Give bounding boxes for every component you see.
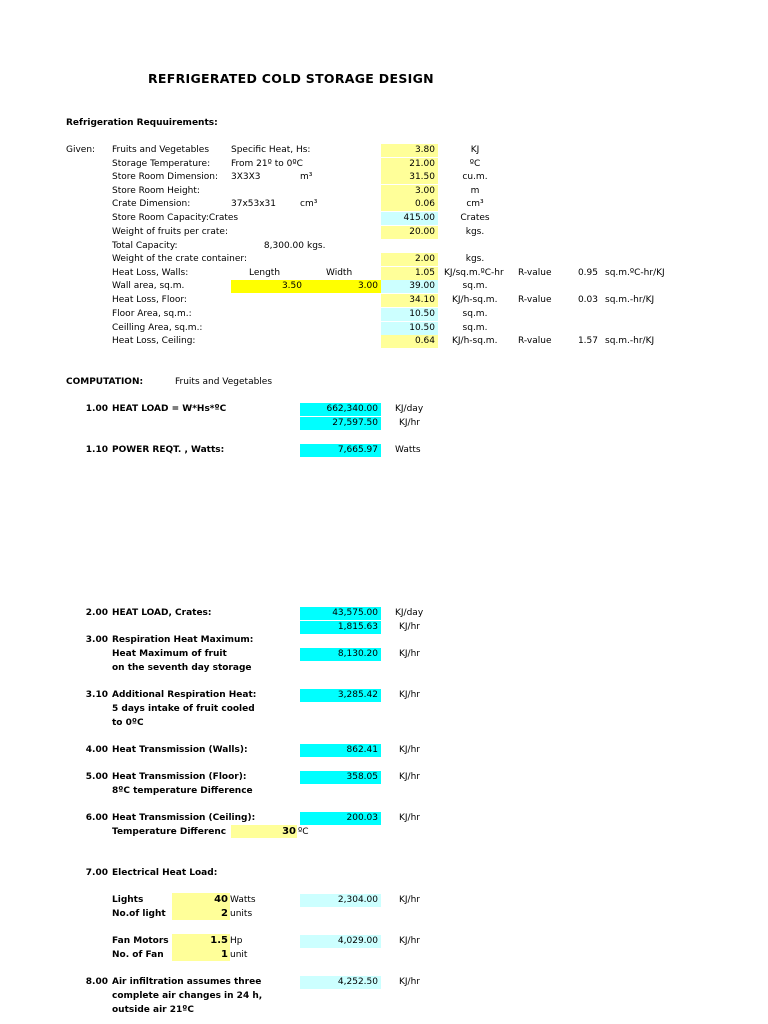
given-name: Store Room Dimension: [112, 172, 219, 182]
ceiling-value: 0.64 [381, 335, 438, 348]
item-unit: KJ/hr [399, 772, 420, 782]
floor-area-label: Floor Area, sq.m.: [112, 309, 192, 319]
floor-area-value: 10.50 [381, 308, 438, 321]
given-unit: Crates [460, 213, 490, 223]
item-value: 200.03 [300, 812, 381, 825]
item-value: 7,665.97 [300, 444, 381, 457]
item-unit: KJ/hr [399, 690, 420, 700]
item-number: 6.00 [85, 813, 108, 823]
computation-subject: Fruits and Vegetables [175, 377, 273, 387]
given-value: 3.00 [381, 185, 438, 198]
item-unit: Watts [395, 445, 421, 455]
lights-heat-unit: KJ/hr [399, 895, 420, 905]
item-value: 662,340.00 [300, 403, 381, 416]
item-label: Air infiltration assumes three [112, 977, 262, 987]
item-value: 8,130.20 [300, 648, 381, 661]
given-unit: kgs. [465, 227, 485, 237]
r-value-unit: sq.m.-hr/KJ [605, 336, 655, 346]
given-value: 21.00 [381, 158, 438, 171]
walls-unit: KJ/sq.m.ºC-hr [444, 268, 504, 278]
r-value: 0.03 [577, 295, 598, 305]
page-title: REFRIGERATED COLD STORAGE DESIGN [148, 71, 434, 86]
temp-diff-unit: ºC [298, 827, 309, 837]
given-unit: cu.m. [462, 172, 488, 182]
ceiling-area-value: 10.50 [381, 322, 438, 335]
given-desc: Specific Heat, Hs: [231, 145, 311, 155]
item-number: 3.00 [85, 635, 108, 645]
r-value-label: R-value [518, 336, 552, 346]
item-number: 3.10 [85, 690, 108, 700]
wall-area-label: Wall area, sq.m. [112, 281, 185, 291]
floor-label: Heat Loss, Floor: [112, 295, 187, 305]
item-number: 5.00 [85, 772, 108, 782]
lights-count-label: No.of light [112, 909, 166, 919]
given-desc-unit: cm³ [300, 199, 318, 209]
given-desc: 37x53x31 [231, 199, 277, 209]
given-name: Weight of the crate container: [112, 254, 247, 264]
item-sub-line: on the seventh day storage [112, 663, 252, 673]
item-label: POWER REQT. , Watts: [112, 445, 225, 455]
given-name: Store Room Height: [112, 186, 200, 196]
given-desc: From 21º to 0ºC [231, 159, 303, 169]
item-number: 1.10 [85, 445, 108, 455]
item-label: Respiration Heat Maximum: [112, 635, 254, 645]
item-number: 2.00 [85, 608, 108, 618]
item-value: 3,285.42 [300, 689, 381, 702]
floor-area-unit: sq.m. [462, 309, 488, 319]
fan-hp-unit: Hp [230, 936, 243, 946]
fan-count-value: 1 [221, 949, 228, 960]
item-unit: KJ/hr [399, 745, 420, 755]
given-name: Storage Temperature: [112, 159, 211, 169]
ceiling-unit: KJ/h-sq.m. [452, 336, 498, 346]
lights-label: Lights [112, 895, 144, 905]
wall-width-value: 3.00 [305, 280, 381, 293]
item-label: Heat Transmission (Walls): [112, 745, 248, 755]
item-unit: KJ/day [395, 608, 424, 618]
item-label: Heat Transmission (Ceiling): [112, 813, 256, 823]
given-value: 20.00 [381, 226, 438, 239]
lights-count-value: 2 [221, 908, 228, 919]
r-value: 0.95 [577, 268, 598, 278]
given-value: 0.06 [381, 198, 438, 211]
given-value: 31.50 [381, 171, 438, 184]
item-unit: KJ/hr [399, 418, 420, 428]
lights-watts-value: 40 [214, 894, 228, 905]
wall-length-value: 3.50 [231, 280, 305, 293]
total-capacity-label: Total Capacity: [112, 241, 178, 251]
fan-motors-label: Fan Motors [112, 936, 169, 946]
r-value-unit: sq.m.ºC-hr/KJ [605, 268, 665, 278]
r-value-label: R-value [518, 295, 552, 305]
item-number: 1.00 [85, 404, 108, 414]
total-capacity-value: 8,300.00 [263, 241, 304, 251]
given-name: Weight of fruits per crate: [112, 227, 228, 237]
item-number: 8.00 [85, 977, 108, 987]
item-unit: KJ/hr [399, 622, 420, 632]
fan-heat-value: 4,029.00 [300, 935, 381, 948]
width-header: Width [326, 268, 353, 278]
item-sub-line: outside air 21ºC [112, 1005, 194, 1015]
given-desc: 3X3X3 [231, 172, 261, 182]
item-label: Additional Respiration Heat: [112, 690, 257, 700]
fan-count-unit: unit [230, 950, 248, 960]
length-header: Length [249, 268, 281, 278]
given-unit: kgs. [465, 254, 485, 264]
given-value: 2.00 [381, 253, 438, 266]
item-unit: KJ/day [395, 404, 424, 414]
given-name: Store Room Capacity:Crates [112, 213, 239, 223]
air-heat-value: 4,252.50 [300, 976, 381, 989]
wall-area-unit: sq.m. [462, 281, 488, 291]
item-sub-line: 5 days intake of fruit cooled [112, 704, 255, 714]
item-sub-line: complete air changes in 24 h, [112, 991, 263, 1001]
floor-value: 34.10 [381, 294, 438, 307]
given-value: 3.80 [381, 144, 438, 157]
r-value-label: R-value [518, 268, 552, 278]
section-heading: Refrigeration Requuirements: [66, 118, 218, 128]
ceiling-area-label: Ceilling Area, sq.m.: [112, 323, 203, 333]
temp-diff-value: 30 [282, 826, 296, 837]
item-unit: KJ/hr [399, 649, 420, 659]
given-name: Crate Dimension: [112, 199, 191, 209]
item-value: 27,597.50 [300, 417, 381, 430]
ceiling-area-unit: sq.m. [462, 323, 488, 333]
item-label: Electrical Heat Load: [112, 868, 218, 878]
item-number: 4.00 [85, 745, 108, 755]
air-heat-unit: KJ/hr [399, 977, 420, 987]
given-name: Fruits and Vegetables [112, 145, 210, 155]
lights-heat-value: 2,304.00 [300, 894, 381, 907]
item-unit: KJ/hr [399, 813, 420, 823]
item-label: HEAT LOAD, Crates: [112, 608, 212, 618]
item-label: HEAT LOAD = W*Hs*ºC [112, 404, 227, 414]
item-sub-line: to 0ºC [112, 718, 144, 728]
given-value: 415.00 [381, 212, 438, 225]
ceiling-label: Heat Loss, Ceiling: [112, 336, 196, 346]
item-number: 7.00 [85, 868, 108, 878]
r-value-unit: sq.m.-hr/KJ [605, 295, 655, 305]
fan-heat-unit: KJ/hr [399, 936, 420, 946]
given-unit: KJ [470, 145, 480, 155]
given-unit: m [470, 186, 480, 196]
computation-heading: COMPUTATION: [66, 377, 144, 387]
lights-watts-unit: Watts [230, 895, 256, 905]
walls-label: Heat Loss, Walls: [112, 268, 189, 278]
lights-count-unit: units [230, 909, 253, 919]
item-value: 358.05 [300, 771, 381, 784]
item-value: 1,815.63 [300, 621, 381, 634]
r-value: 1.57 [577, 336, 598, 346]
fan-hp-value: 1.5 [210, 935, 228, 946]
item-label: Heat Transmission (Floor): [112, 772, 247, 782]
floor-unit: KJ/h-sq.m. [452, 295, 498, 305]
walls-value: 1.05 [381, 267, 438, 280]
item-value: 862.41 [300, 744, 381, 757]
item-sub-line: Heat Maximum of fruit [112, 649, 227, 659]
given-unit: ºC [469, 159, 481, 169]
item-value: 43,575.00 [300, 607, 381, 620]
total-capacity-unit: kgs. [307, 241, 326, 251]
wall-area-value: 39.00 [381, 280, 438, 293]
fan-count-label: No. of Fan [112, 950, 164, 960]
item-sub-line: 8ºC temperature Difference [112, 786, 253, 796]
item-sub-line: Temperature Differenc [112, 827, 227, 837]
given-desc-unit: m³ [300, 172, 313, 182]
given-label: Given: [66, 145, 96, 155]
given-unit: cm³ [466, 199, 484, 209]
